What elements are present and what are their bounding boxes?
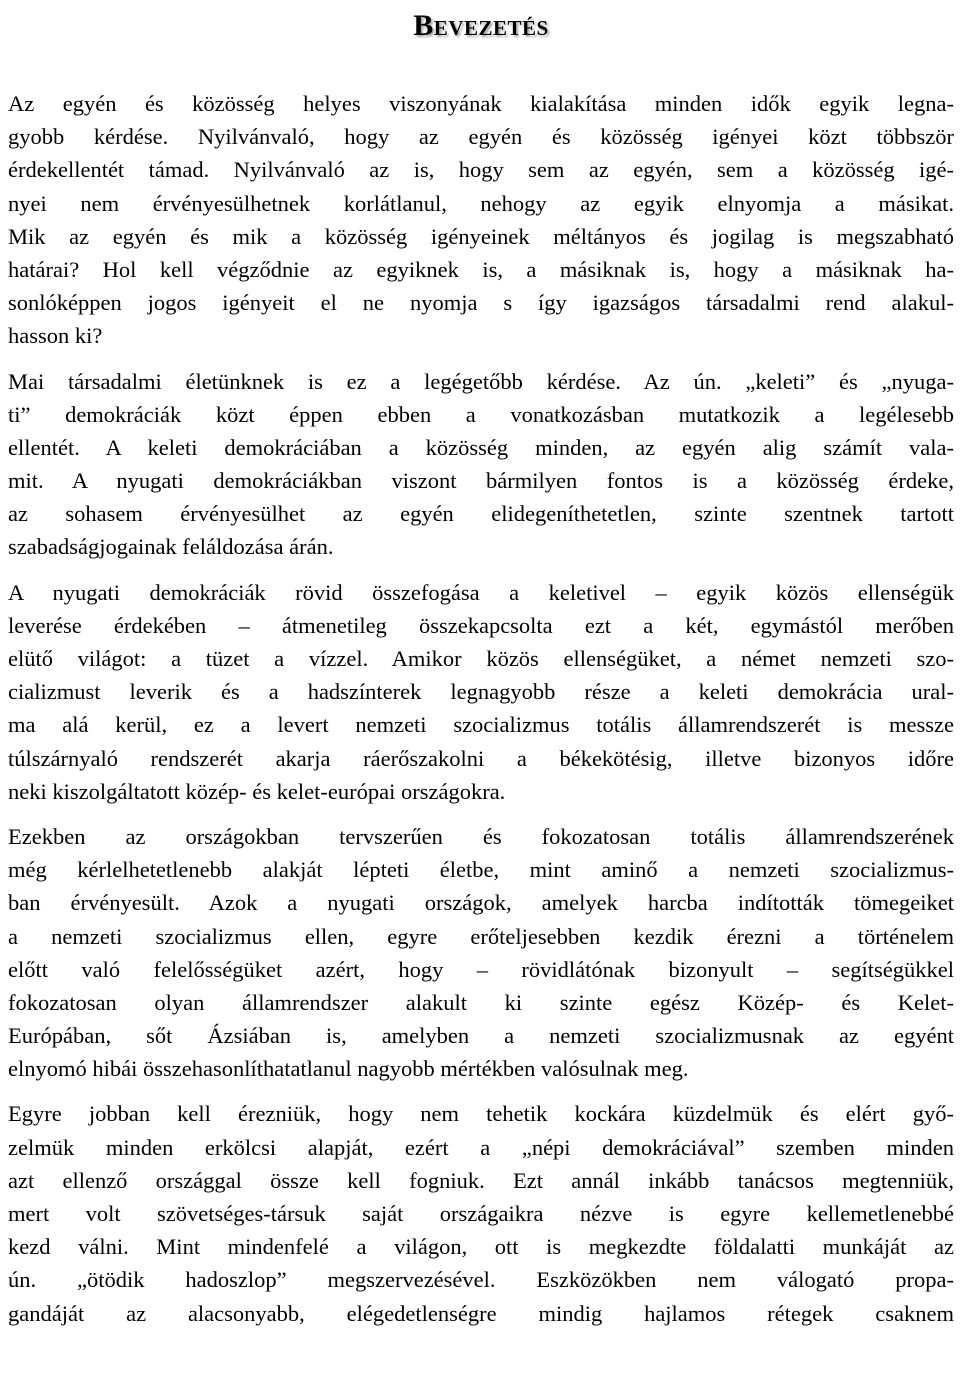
text-line: azt ellenző országgal össze kell fogniuk. Ezt annál inkább tanácsos megtenniük, xyxy=(8,1167,954,1193)
text-line: leverése érdekében – átmenetileg összekapcsolta ezt a két, egymástól merőben xyxy=(8,612,954,638)
text-line: még kérlelhetetlenebb alakját lépteti életbe, mint aminő a nemzeti szocializmus- xyxy=(8,857,954,883)
text-line: neki kiszolgáltatott közép- és kelet-európai országokra. xyxy=(8,778,506,804)
text-line: elnyomó hibái összehasonlíthatatlanul nagyobb mértékben valósulnak meg. xyxy=(8,1056,689,1082)
text-line: ti” demokráciák közt éppen ebben a vonatkozásban mutatkozik a legélesebb xyxy=(8,401,954,427)
text-line: Egyre jobban kell érezniük, hogy nem tehetik kockára küzdelmük és elért győ- xyxy=(8,1101,954,1127)
paragraph-1 xyxy=(8,87,954,353)
text-line: Ezekben az országokban tervszerűen és fokozatosan totális államrendszerének xyxy=(8,823,954,849)
text-line: gandáját az alacsonyabb, elégedetlenségre mindig hajlamos rétegek csaknem xyxy=(8,1300,954,1326)
text-line: határai? Hol kell végződnie az egyiknek is, a másiknak is, hogy a másiknak ha- xyxy=(8,256,954,282)
text-line: ellentét. A keleti demokráciában a közösség minden, az egyén alig számít vala- xyxy=(8,434,954,460)
paragraph-4 xyxy=(8,820,954,1086)
text-line: Európában, sőt Ázsiában is, amelyben a nemzeti szocializmusnak az egyént xyxy=(8,1023,954,1049)
text-line: szabadságjogainak feláldozása árán. xyxy=(8,534,334,560)
text-line: Az egyén és közösség helyes viszonyának kialakítása minden idők egyik legna- xyxy=(8,91,954,116)
text-line: kezd válni. Mint mindenfelé a világon, ott is megkezdte földalatti munkáját az xyxy=(8,1234,954,1260)
text-line: nyei nem érvényesülhetnek korlátlanul, nehogy az egyik elnyomja a másikat. xyxy=(8,190,954,216)
text-line: sonlóképpen jogos igényeit el ne nyomja s így igazságos társadalmi rend alakul- xyxy=(8,290,954,316)
page-title: Bevezetés xyxy=(413,9,549,42)
text-line: gyobb kérdése. Nyilvánvaló, hogy az egyén és közösség igényei közt többször xyxy=(8,124,954,150)
text-line: cializmust leverik és a hadszínterek legnagyobb része a keleti demokrácia ural- xyxy=(8,679,954,705)
text-line: az sohasem érvényesülhet az egyén elidegeníthetetlen, szinte szentnek tartott xyxy=(8,501,954,527)
paragraph-2 xyxy=(8,365,954,564)
text-line: hasson ki? xyxy=(8,323,103,349)
text-line: fokozatosan olyan államrendszer alakult ki szinte egész Közép- és Kelet- xyxy=(8,989,954,1015)
paragraph-3 xyxy=(8,576,954,808)
document-body xyxy=(8,87,954,1330)
text-line: zelmük minden erkölcsi alapját, ezért a „népi demokráciával” szemben minden xyxy=(8,1134,954,1160)
text-line: Mai társadalmi életünknek is ez a legégetőbb kérdése. Az ún. „keleti” és „nyuga- xyxy=(8,368,954,394)
paragraph-5 xyxy=(8,1097,954,1329)
text-line: a nemzeti szocializmus ellen, egyre erőteljesebben kezdik érezni a történelem xyxy=(8,923,954,949)
text-line: érdekellentét támad. Nyilvánvaló az is, hogy sem az egyén, sem a közösség igé- xyxy=(8,157,954,183)
text-line: ma alá kerül, ez a levert nemzeti szocializmus totális államrendszerét is messze xyxy=(8,712,954,738)
document-page xyxy=(8,0,954,1342)
text-line: előtt való felelősségüket azért, hogy – rövidlátónak bizonyult – segítségükkel xyxy=(8,956,954,982)
text-line: mit. A nyugati demokráciákban viszont bármilyen fontos is a közösség érdeke, xyxy=(8,468,954,494)
text-line: túlszárnyaló rendszerét akarja ráerőszakolni a békekötésig, illetve bizonyos időre xyxy=(8,745,954,771)
text-line: A nyugati demokráciák rövid összefogása a keletivel – egyik közös ellenségük xyxy=(8,579,954,605)
text-line: ún. „ötödik hadoszlop” megszervezésével. Eszközökben nem válogató propa- xyxy=(8,1267,954,1293)
text-line: elütő világot: a tüzet a vízzel. Amikor közös ellenségüket, a német nemzeti szo- xyxy=(8,646,954,671)
text-line: ban érvényesült. Azok a nyugati országok, amelyek harcba indították tömegeiket xyxy=(8,890,954,916)
text-line: mert volt szövetséges-társuk saját országaikra nézve is egyre kellemetlenebbé xyxy=(8,1201,954,1226)
text-line: Mik az egyén és mik a közösség igényeinek méltányos és jogilag is megszabható xyxy=(8,223,954,249)
